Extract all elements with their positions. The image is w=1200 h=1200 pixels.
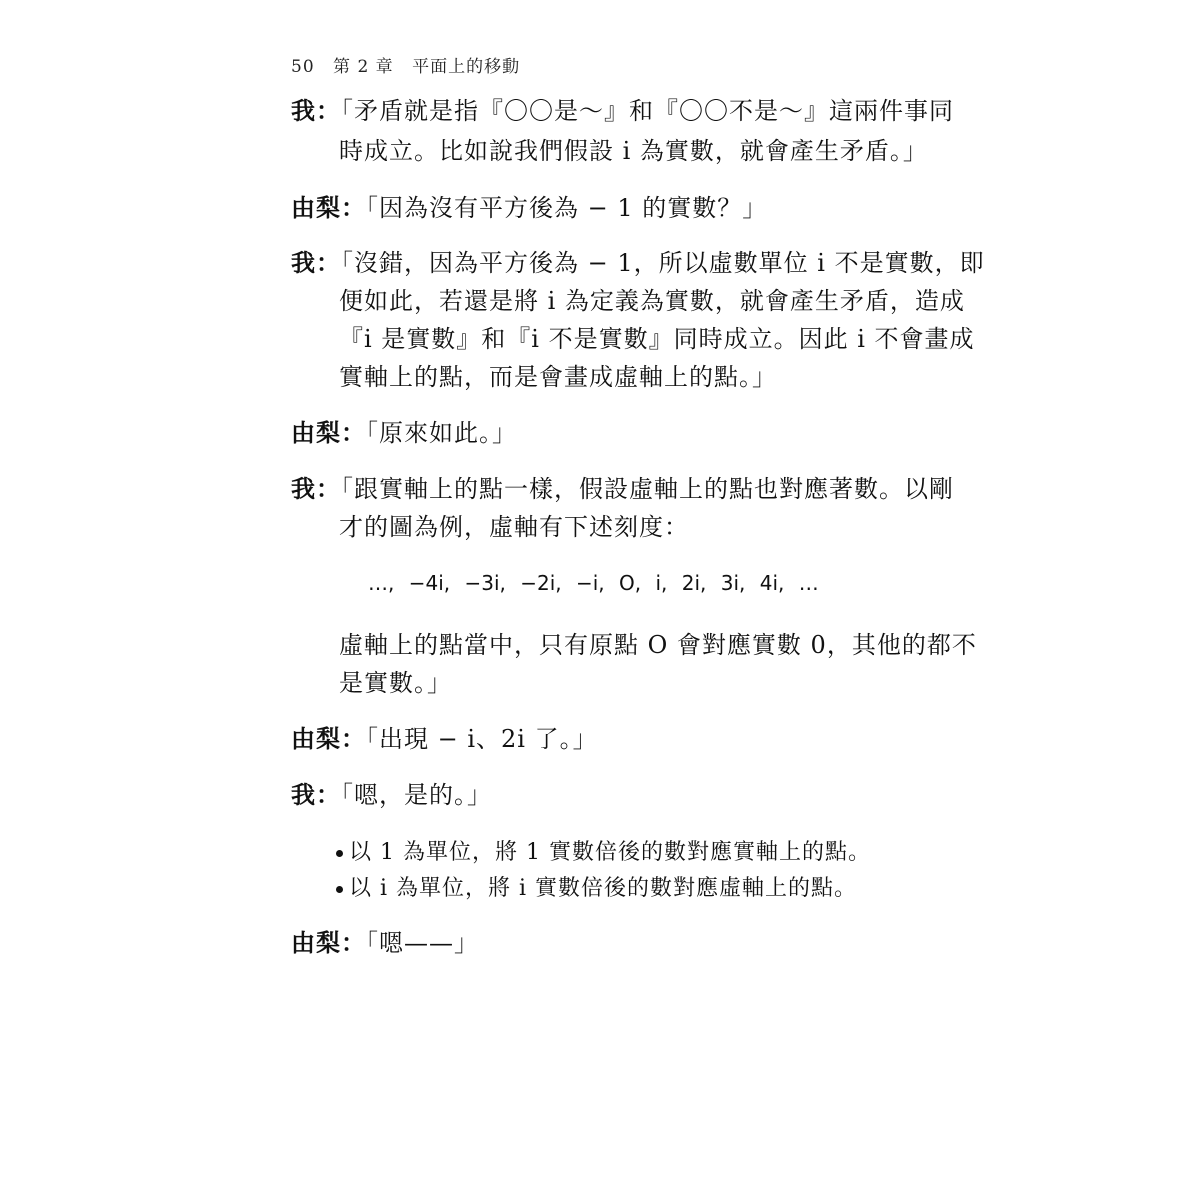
imaginary-axis-sequence: …, −4i, −3i, −2i, −i, O, i, 2i, 3i, 4i, … bbox=[368, 571, 819, 595]
dialogue-line bbox=[291, 474, 954, 504]
dialogue-text: 便如此，若還是將 i 為定義為實數，就會產生矛盾，造成 bbox=[339, 287, 965, 315]
speaker-label: 由梨： bbox=[291, 928, 366, 957]
dialogue-text: 「因為沒有平方後為 − 1 的實數？」 bbox=[366, 194, 768, 222]
dialogue-text: 「原來如此。」 bbox=[366, 419, 517, 447]
dialogue-text: 「跟實軸上的點一樣，假設虛軸上的點也對應著數。以剛 bbox=[341, 475, 954, 503]
dialogue-text: 是實數。」 bbox=[339, 669, 452, 697]
dialogue-line bbox=[291, 780, 492, 810]
speaker-label: 由梨： bbox=[291, 193, 366, 222]
chapter-label: 第 2 章 bbox=[333, 57, 394, 77]
page-number: 50 bbox=[291, 57, 315, 77]
dialogue-text: 『i 是實數』和『i 不是實數』同時成立。因此 i 不會畫成 bbox=[339, 325, 975, 353]
list-item-text: 以 i 為單位，將 i 實數倍後的數對應虛軸上的點。 bbox=[349, 876, 858, 901]
dialogue-text: 「嗯——」 bbox=[366, 929, 479, 957]
dialogue-line bbox=[291, 418, 517, 448]
speaker-label: 由梨： bbox=[291, 724, 366, 753]
dialogue-line bbox=[291, 724, 598, 754]
dialogue-text: 「出現 − i、2i 了。」 bbox=[366, 725, 598, 753]
speaker-label: 我： bbox=[291, 780, 341, 809]
bullet-dot-icon bbox=[336, 850, 343, 857]
speaker-label: 由梨： bbox=[291, 418, 366, 447]
speaker-label: 我： bbox=[291, 474, 341, 503]
bullet-dot-icon bbox=[336, 886, 343, 893]
dialogue-line bbox=[291, 193, 767, 223]
list-item bbox=[336, 874, 857, 904]
dialogue-line bbox=[291, 96, 954, 126]
speaker-label: 我： bbox=[291, 96, 341, 125]
speaker-label: 我： bbox=[291, 248, 341, 277]
list-item bbox=[336, 838, 871, 868]
dialogue-text: 「矛盾就是指『〇〇是～』和『〇〇不是～』這兩件事同 bbox=[341, 97, 954, 125]
dialogue-text: 時成立。比如說我們假設 i 為實數，就會產生矛盾。」 bbox=[339, 137, 928, 165]
dialogue-text: 「嗯，是的。」 bbox=[341, 781, 492, 809]
dialogue-text: 虛軸上的點當中，只有原點 O 會對應實數 0，其他的都不 bbox=[339, 631, 977, 659]
dialogue-text: 才的圖為例，虛軸有下述刻度： bbox=[339, 513, 689, 541]
list-item-text: 以 1 為單位，將 1 實數倍後的數對應實軸上的點。 bbox=[349, 840, 871, 865]
dialogue-line bbox=[291, 928, 479, 958]
dialogue-line bbox=[291, 248, 985, 278]
running-header bbox=[291, 52, 532, 77]
dialogue-text: 「沒錯，因為平方後為 − 1，所以虛數單位 i 不是實數，即 bbox=[341, 249, 985, 277]
chapter-title: 平面上的移動 bbox=[412, 57, 521, 77]
dialogue-text: 實軸上的點，而是會畫成虛軸上的點。」 bbox=[339, 363, 777, 391]
